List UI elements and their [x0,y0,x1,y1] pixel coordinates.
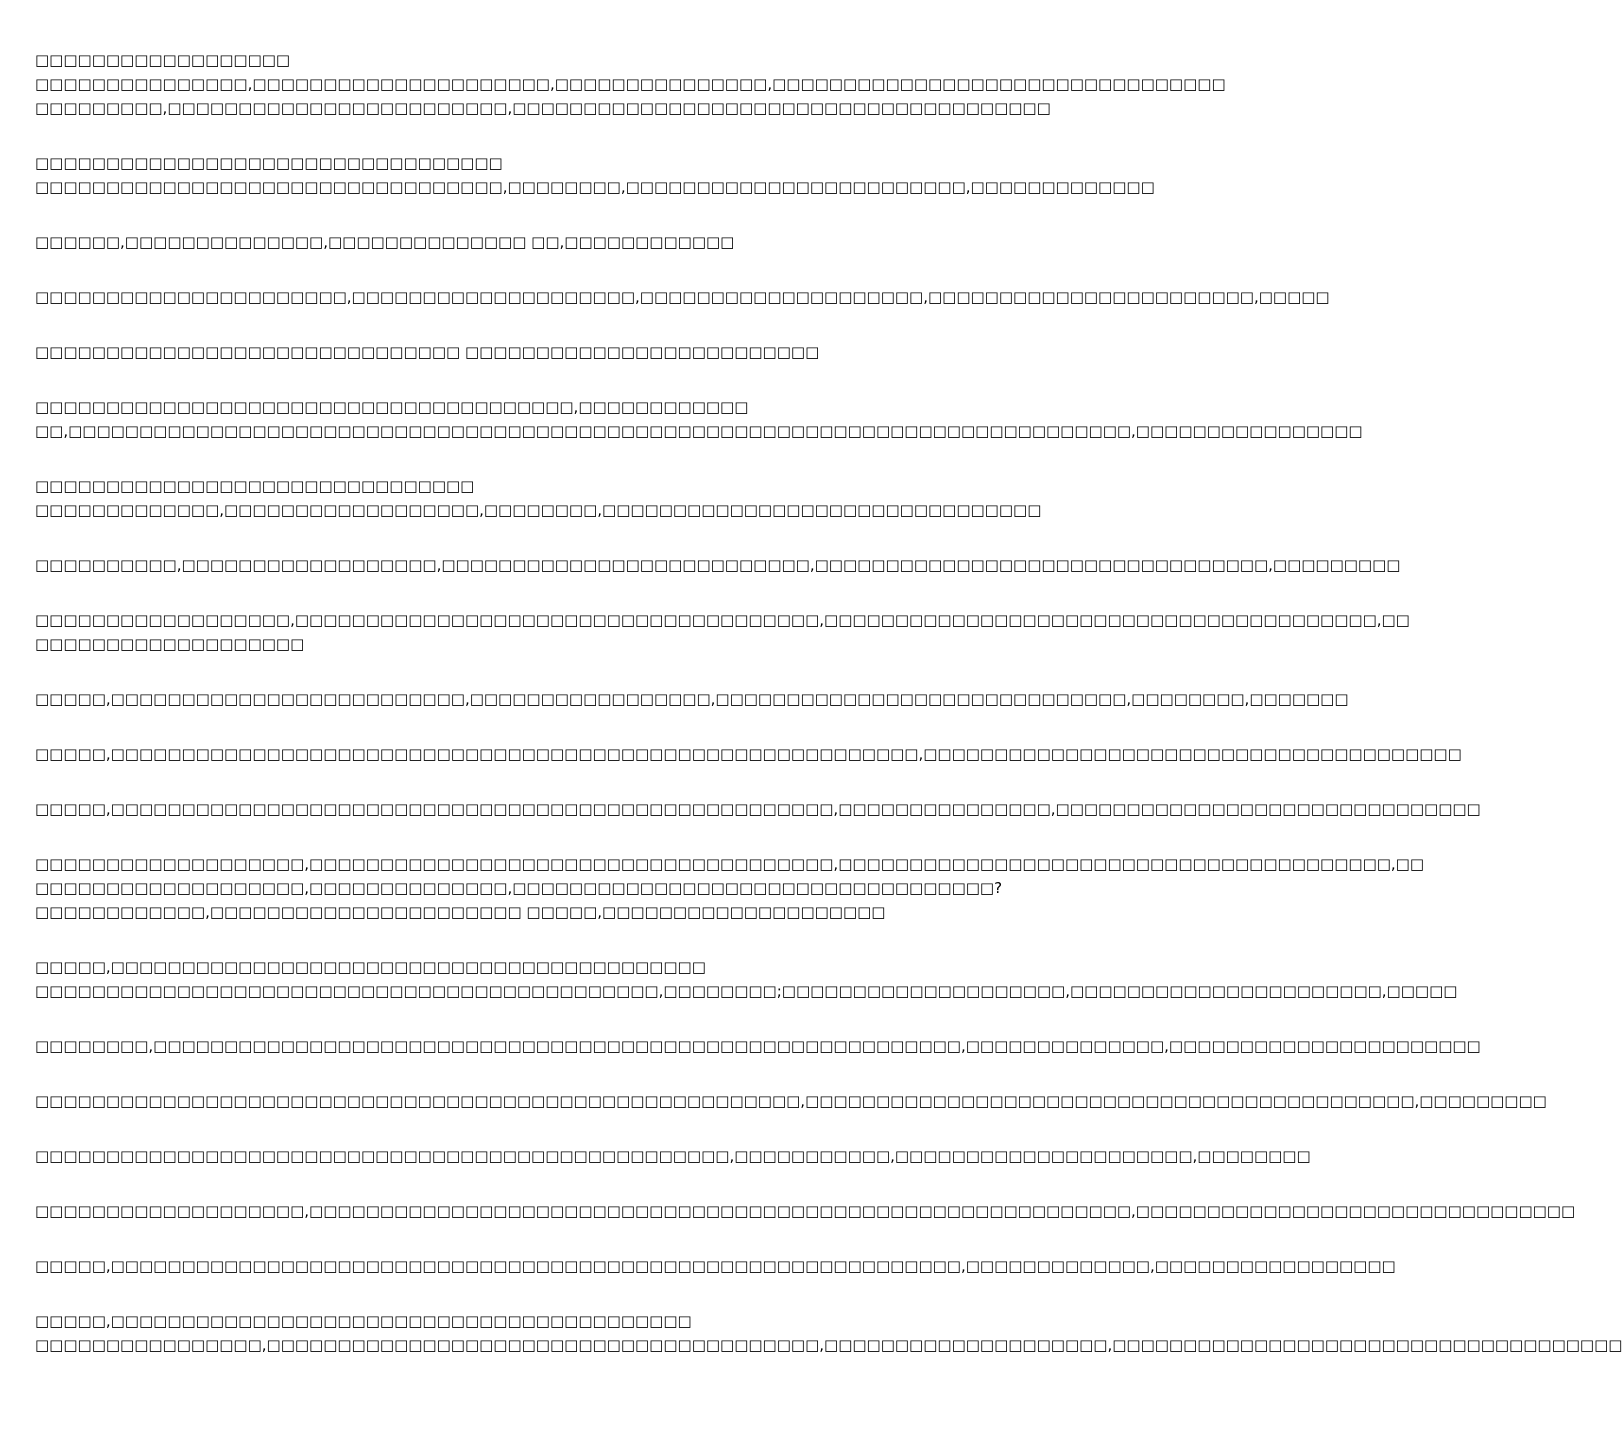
paragraph [35,1199,1576,1223]
paragraph [35,797,1481,821]
paragraph [35,852,1425,924]
text-line: □□□□□□□□□□□□□□□□,□□□□□□□□□□□□□□□□□□□□□□□□□□□□□□□□□□□□□□□,□□□□□□□□□□□□□□□□□□□□,□□□□□□□□□□□□□□□□□□□□□□□□□□□□□□□□□□□□ [35,1336,1622,1354]
paragraph [35,48,1226,120]
paragraph [35,340,990,364]
text-line: □□□□□□□□□□□□□□□□□□ [35,51,291,69]
text-line: □□,□□□□□□□□□□□□□□□□□□□□□□□□□□□□□□□□□□□□□□□□□□□□□□□□□□□□□□□□□□□□□□□□□□□□□□□□□□□,□□□□□□□□□□□□□□□□ [35,422,1363,440]
text-line: □□□□□□□□□□□□□□□□□□□,□□□□□□□□□□□□□□□□□□□□□□□□□□□□□□□□□□□□□,□□□□□□□□□□□□□□□□□□□□□□□□□□□□□□□□□□□□□□□,□□ [35,855,1425,873]
text-line: □□□□□□□□□,□□□□□□□□□□□□□□□□□□□□□□□□,□□□□□□□□□□□□□□□□□□□□□□□□□□□□□□□□□□□□□□ [35,99,1051,117]
text-line: □□□□□,□□□□□□□□□□□□□□□□□□□□□□□□□□□□□□□□□□□□□□□□□□□□□□□□□□□□□□□□□,□□□□□□□□□□□□□□□□□□□□□□□□□□□□□□□□□□□□□□ [35,745,1462,763]
text-line: □□□□□□□□□□,□□□□□□□□□□□□□□□□□□,□□□□□□□□□□□□□□□□□□□□□□□□□□,□□□□□□□□□□□□□□□□□□□□□□□□□□□□□□□□,□□□□□□□□□ [35,556,1401,574]
text-line: □□□□□□□□□□□□□□□□□□□ [35,635,305,653]
document-body [35,48,1622,1388]
text-line: □□□□□,□□□□□□□□□□□□□□□□□□□□□□□□□□□□□□□□□□□□□□□□□ [35,1312,692,1330]
text-line: □□□□□□□□□□□□□□□□□□□□□□□□□□□□□□□ [35,477,475,495]
paragraph [35,1144,1311,1168]
text-line: □□□□□,□□□□□□□□□□□□□□□□□□□□□□□□□□□□□□□□□□□□□□□□□□ [35,958,706,976]
text-line: □□□□□□□□□□□□□□□□□□□□□□□□□□□□□□□□□ [35,154,503,172]
paragraph [35,395,1363,443]
text-line: □□□□□□□□□□□□□□□□□□□□□□□□□□□□□□ □□□□□□□□□□□□□□□□□□□□□□□□□ [35,343,820,361]
paragraph [35,608,1410,656]
text-line: □□□□□□□□□□□□□□□□□□□□□□□□□□□□□□□□□□□□□□□□□□□□□□□□□,□□□□□□□□□□□,□□□□□□□□□□□□□□□□□□□□□,□□□□□□□□ [35,1147,1311,1165]
paragraph [35,553,1401,577]
paragraph [35,285,1330,309]
paragraph [35,1089,1547,1113]
paragraph [35,687,1349,711]
text-line: □□□□□□□□□□□□□□□□□□□□□□,□□□□□□□□□□□□□□□□□□□□,□□□□□□□□□□□□□□□□□□□□,□□□□□□□□□□□□□□□□□□□□□□□,□□□□□ [35,288,1330,306]
text-line: □□□□□□□□,□□□□□□□□□□□□□□□□□□□□□□□□□□□□□□□□□□□□□□□□□□□□□□□□□□□□□□□□□,□□□□□□□□□□□□□□,□□□□□□□□□□□□□□□□□□□□□□ [35,1037,1481,1055]
paragraph [35,1034,1481,1058]
text-line: □□□□□□□□□□□□□□□□□□□,□□□□□□□□□□□□□□,□□□□□□□□□□□□□□□□□□□□□□□□□□□□□□□□□□? [35,879,1003,897]
text-line: □□□□□□□□□□□□□,□□□□□□□□□□□□□□□□□□,□□□□□□□□,□□□□□□□□□□□□□□□□□□□□□□□□□□□□□□□ [35,501,1042,519]
paragraph [35,151,1155,199]
paragraph [35,1309,1622,1357]
text-line: □□□□□□□□□□□□□□□□□□□□□□□□□□□□□□□□□□□□□□□□□□□□,□□□□□□□□;□□□□□□□□□□□□□□□□□□□□,□□□□□□□□□□□□□□□□□□□□□□,□□□□□ [35,982,1458,1000]
paragraph [35,742,1462,766]
text-line: □□□□□□□□□□□□□□□□□□□□□□□□□□□□□□□□□□□□□□□□□□□□□□□□□□□□□□,□□□□□□□□□□□□□□□□□□□□□□□□□□□□□□□□□□□□□□□□□□□,□□□□□□□□□ [35,1092,1547,1110]
text-line: □□□□□□□□□□□□,□□□□□□□□□□□□□□□□□□□□□□ □□□□□,□□□□□□□□□□□□□□□□□□□□ [35,903,886,921]
text-line: □□□□□,□□□□□□□□□□□□□□□□□□□□□□□□□,□□□□□□□□□□□□□□□□□,□□□□□□□□□□□□□□□□□□□□□□□□□□□□□,□□□□□□□□,□□□□□□□ [35,690,1349,708]
text-line: □□□□□,□□□□□□□□□□□□□□□□□□□□□□□□□□□□□□□□□□□□□□□□□□□□□□□□□□□,□□□□□□□□□□□□□□□,□□□□□□□□□□□□□□□□□□□□□□□□□□□□□□ [35,800,1481,818]
paragraph [35,474,1042,522]
text-line: □□□□□□,□□□□□□□□□□□□□□,□□□□□□□□□□□□□□ □□,□□□□□□□□□□□□ [35,233,735,251]
text-line: □□□□□□□□□□□□□□□□□□□□□□□□□□□□□□□□□□□□□□,□□□□□□□□□□□□ [35,398,749,416]
text-line: □□□□□□□□□□□□□□□,□□□□□□□□□□□□□□□□□□□□□,□□□□□□□□□□□□□□□,□□□□□□□□□□□□□□□□□□□□□□□□□□□□□□□□ [35,75,1226,93]
text-line: □□□□□□□□□□□□□□□□□□,□□□□□□□□□□□□□□□□□□□□□□□□□□□□□□□□□□□□□,□□□□□□□□□□□□□□□□□□□□□□□□□□□□□□□□□□□□□□□,□□ [35,611,1410,629]
paragraph [35,230,990,254]
text-line: □□□□□□□□□□□□□□□□□□□□□□□□□□□□□□□□□,□□□□□□□□,□□□□□□□□□□□□□□□□□□□□□□□□,□□□□□□□□□□□□□ [35,178,1155,196]
text-line: □□□□□□□□□□□□□□□□□□□,□□□□□□□□□□□□□□□□□□□□□□□□□□□□□□□□□□□□□□□□□□□□□□□□□□□□□□□□□□,□□□□□□□□□□□□□□□□□□□□□□□□□□□□□□□ [35,1202,1576,1220]
text-line: □□□□□,□□□□□□□□□□□□□□□□□□□□□□□□□□□□□□□□□□□□□□□□□□□□□□□□□□□□□□□□□□□□,□□□□□□□□□□□□□,□□□□□□□□□□□□□□□□□ [35,1257,1396,1275]
paragraph [35,1254,1396,1278]
paragraph [35,955,1458,1003]
